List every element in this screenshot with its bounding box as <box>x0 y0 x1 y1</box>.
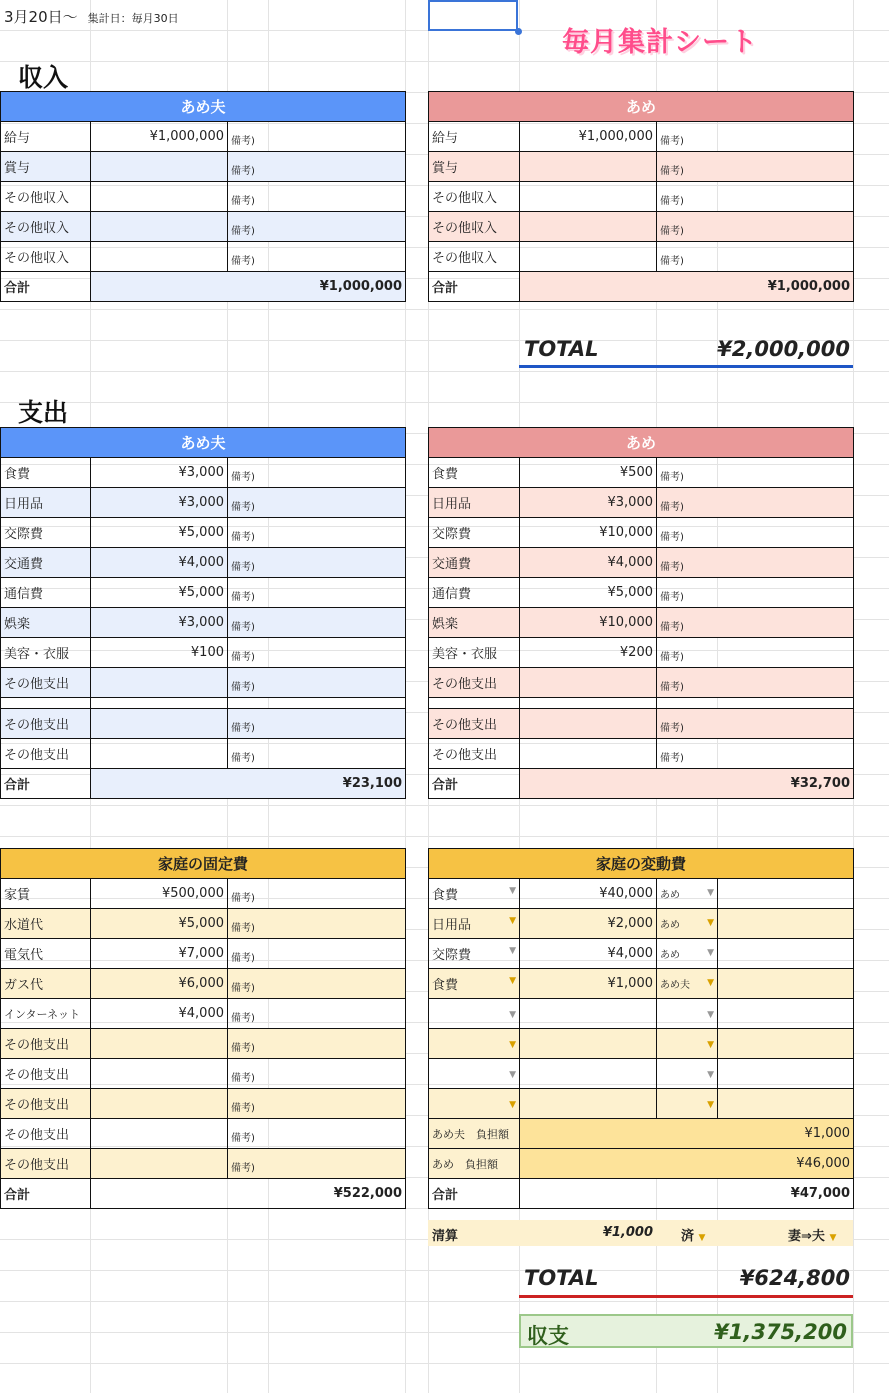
dropdown-arrow-icon: ▼ <box>509 1069 516 1080</box>
table-row: その他支出 備考) <box>1 668 406 698</box>
table-row: 通信費 ¥5,000 備考) <box>429 578 854 608</box>
table-row: その他支出 備考) <box>1 1029 406 1059</box>
table-row: その他支出 備考) <box>429 739 854 769</box>
table-row: 給与 ¥1,000,000 備考) <box>429 122 854 152</box>
table-row: その他収入 備考) <box>429 182 854 212</box>
table-row <box>429 999 854 1029</box>
balance-label: 収支 <box>527 1324 569 1348</box>
table-row: その他支出 備考) <box>1 1059 406 1089</box>
table-header: あめ夫 <box>1 92 406 122</box>
total-row: 合計 ¥1,000,000 <box>429 272 854 302</box>
expense-wife-table <box>428 427 854 799</box>
settlement-label: 清算 <box>432 1229 459 1244</box>
total-row: 合計 ¥23,100 <box>1 769 406 799</box>
table-row: その他収入 備考) <box>1 212 406 242</box>
table-row <box>429 1029 854 1059</box>
table-row: 日用品 ▼ ¥2,000 あめ ▼ <box>429 909 854 939</box>
fill-handle[interactable] <box>515 28 522 35</box>
table-row: その他支出 備考) <box>429 709 854 739</box>
table-row: その他支出 備考) <box>1 1119 406 1149</box>
dropdown-arrow-icon: ▼ <box>509 916 516 926</box>
husband-share-row: あめ夫 負担額 ¥1,000 <box>429 1119 854 1149</box>
expense-husband-table <box>0 427 406 799</box>
table-row: その他収入 備考) <box>429 242 854 272</box>
sheet-title: 毎月集計シート <box>562 27 758 58</box>
income-total-value: ¥2,000,000 <box>717 337 850 361</box>
table-row: 交際費 ¥5,000 備考) <box>1 518 406 548</box>
balance-box <box>519 1314 853 1348</box>
expense-total-label: TOTAL <box>524 1266 599 1290</box>
table-header: あめ <box>429 92 854 122</box>
expense-total-value: ¥624,800 <box>739 1266 850 1290</box>
total-row: 合計 ¥1,000,000 <box>1 272 406 302</box>
table-row: インターネット ¥4,000 備考) <box>1 999 406 1029</box>
income-total-label: TOTAL <box>524 337 599 361</box>
table-row: ガス代 ¥6,000 備考) <box>1 969 406 999</box>
expense-section-title: 支出 <box>18 398 69 427</box>
table-header: 家庭の変動費 <box>429 849 854 879</box>
table-row: 通信費 ¥5,000 備考) <box>1 578 406 608</box>
table-row: その他支出 備考) <box>1 739 406 769</box>
expense-total-underline <box>519 1295 853 1298</box>
dropdown-arrow-icon: ▼ <box>707 1039 714 1050</box>
table-row: 交通費 ¥4,000 備考) <box>1 548 406 578</box>
table-row: その他支出 備考) <box>1 1149 406 1179</box>
dropdown-arrow-icon: ▼ <box>707 1069 714 1080</box>
table-row: 美容・衣服 ¥100 備考) <box>1 638 406 668</box>
total-row: 合計 ¥32,700 <box>429 769 854 799</box>
table-row <box>429 1089 854 1119</box>
table-row: その他収入 備考) <box>1 242 406 272</box>
table-row: 電気代 ¥7,000 備考) <box>1 939 406 969</box>
table-row <box>429 1059 854 1089</box>
table-row: 賞与 備考) <box>1 152 406 182</box>
closing-day: 集計日：毎月30日 <box>87 12 179 25</box>
table-row: 美容・衣服 ¥200 備考) <box>429 638 854 668</box>
table-header: あめ夫 <box>1 428 406 458</box>
table-row: 食費 ▼ ¥40,000 あめ ▼ <box>429 879 854 909</box>
dropdown-arrow-icon: ▼ <box>829 1233 837 1243</box>
table-row: 交通費 ¥4,000 備考) <box>429 548 854 578</box>
balance-value: ¥1,375,200 <box>714 1320 847 1344</box>
table-row: 交際費 ▼ ¥4,000 あめ ▼ <box>429 939 854 969</box>
table-row: 交際費 ¥10,000 備考) <box>429 518 854 548</box>
dropdown-arrow-icon: ▼ <box>509 946 516 956</box>
fixed-costs-table <box>0 848 406 1209</box>
start-date: 3月20日～ <box>4 8 78 26</box>
dropdown-arrow-icon: ▼ <box>509 1009 516 1020</box>
dropdown-arrow-icon: ▼ <box>707 1009 714 1020</box>
dropdown-arrow-icon: ▼ <box>707 918 714 928</box>
table-row: 給与 ¥1,000,000 備考) <box>1 122 406 152</box>
table-row: その他支出 備考) <box>1 709 406 739</box>
dropdown-arrow-icon: ▼ <box>509 976 516 986</box>
income-husband-table <box>0 91 406 302</box>
table-row: その他支出 備考) <box>1 1089 406 1119</box>
table-header: 家庭の固定費 <box>1 849 406 879</box>
dropdown-arrow-icon: ▼ <box>509 1039 516 1050</box>
income-total-underline <box>519 365 853 368</box>
dropdown-arrow-icon: ▼ <box>707 888 714 898</box>
table-header: あめ <box>429 428 854 458</box>
settlement-status[interactable]: 済 ▼ <box>681 1229 706 1244</box>
table-row: その他収入 備考) <box>1 182 406 212</box>
table-row: 食費 ¥500 備考) <box>429 458 854 488</box>
table-row: 家賃 ¥500,000 備考) <box>1 879 406 909</box>
table-row: 娯楽 ¥10,000 備考) <box>429 608 854 638</box>
dropdown-arrow-icon: ▼ <box>509 1099 516 1110</box>
table-row: その他収入 備考) <box>429 212 854 242</box>
table-row: 日用品 ¥3,000 備考) <box>429 488 854 518</box>
table-row: 賞与 備考) <box>429 152 854 182</box>
dropdown-arrow-icon: ▼ <box>707 948 714 958</box>
table-row: その他支出 備考) <box>429 668 854 698</box>
dropdown-arrow-icon: ▼ <box>698 1233 706 1243</box>
table-row: 水道代 ¥5,000 備考) <box>1 909 406 939</box>
income-wife-table <box>428 91 854 302</box>
settlement-direction[interactable]: 妻⇒夫 ▼ <box>788 1229 837 1244</box>
period-label <box>4 6 179 27</box>
total-row: 合計 ¥522,000 <box>1 1179 406 1209</box>
settlement-amount: ¥1,000 <box>602 1225 653 1240</box>
dropdown-arrow-icon: ▼ <box>707 978 714 988</box>
dropdown-arrow-icon: ▼ <box>509 886 516 896</box>
variable-costs-table <box>428 848 854 1209</box>
selected-cell[interactable] <box>428 0 518 31</box>
income-section-title: 収入 <box>18 63 69 92</box>
dropdown-arrow-icon: ▼ <box>707 1099 714 1110</box>
table-row: 日用品 ¥3,000 備考) <box>1 488 406 518</box>
settlement-row <box>428 1220 853 1246</box>
table-row: 食費 ¥3,000 備考) <box>1 458 406 488</box>
wife-share-row: あめ 負担額 ¥46,000 <box>429 1149 854 1179</box>
total-row: 合計 ¥47,000 <box>429 1179 854 1209</box>
table-row: 食費 ▼ ¥1,000 あめ夫 ▼ <box>429 969 854 999</box>
table-row: 娯楽 ¥3,000 備考) <box>1 608 406 638</box>
